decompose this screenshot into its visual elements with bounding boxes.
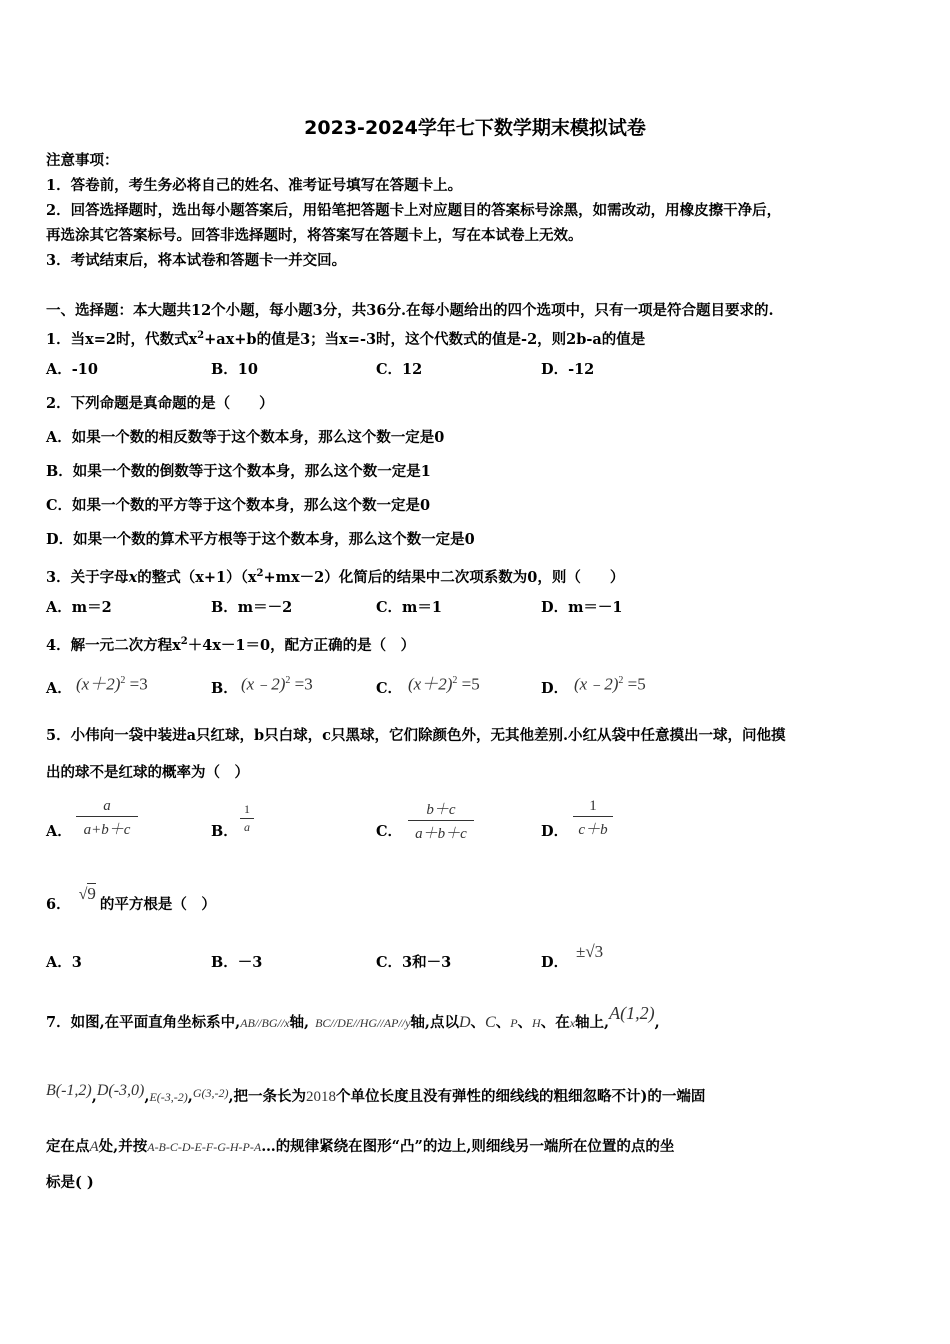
q7-l1-text-0: 7．如图,在平面直角坐标系中, bbox=[46, 1014, 241, 1031]
q1-sup: 2 bbox=[197, 330, 205, 341]
q7-l1-point-h: H bbox=[532, 1016, 541, 1030]
q7-l2-text-7: ,把一条长为 bbox=[228, 1088, 307, 1105]
q6-option-d-expr: ±√3 bbox=[576, 942, 604, 961]
q7-l1-sep-2: 、 bbox=[495, 1014, 511, 1031]
q4-option-b-label: B． bbox=[211, 680, 238, 697]
question-6-stem bbox=[46, 884, 216, 914]
section-heading: 一、选择题：本大题共12个小题，每小题3分，共36分.在每小题给出的四个选项中，只有一项是符合题目要求的. bbox=[46, 302, 774, 319]
notice-item-1: 1．答卷前，考生务必将自己的姓名、准考证号填写在答题卡上。 bbox=[46, 177, 463, 194]
q2-option-c: C．如果一个数的平方等于这个数本身，那么这个数一定是0 bbox=[46, 497, 431, 514]
question-3-stem bbox=[46, 565, 624, 587]
q5-c-denominator: a＋b＋c bbox=[415, 826, 467, 842]
question-5-line1: 5．小伟向一袋中装进a只红球，b只白球，c只黑球，它们除颜色外，无其他差别.小红从袋中任意摸出一球，问他摸 bbox=[46, 727, 786, 744]
q5-d-numerator: 1 bbox=[589, 798, 597, 814]
q5-option-d-label: D． bbox=[541, 823, 569, 840]
q7-l1-point-c: C bbox=[485, 1014, 496, 1031]
q7-l3-point-a: A bbox=[89, 1139, 99, 1155]
q2-option-b: B．如果一个数的倒数等于这个数本身，那么这个数一定是1 bbox=[46, 463, 431, 480]
q3-sup: 2 bbox=[256, 568, 264, 579]
question-5-line2: 出的球不是红球的概率为（ ） bbox=[46, 764, 249, 781]
q5-b-bar bbox=[240, 818, 254, 819]
q7-l2-text-9: 个单位长度且没有弹性的细线线的粗细忽略不计)的一端固 bbox=[336, 1088, 706, 1105]
q4-sup: 2 bbox=[180, 636, 188, 647]
question-2-stem: 2．下列命题是真命题的是（ ） bbox=[46, 395, 274, 412]
q5-c-bar bbox=[408, 820, 474, 821]
page-title: 2023-2024学年七下数学期末模拟试卷 bbox=[304, 117, 646, 139]
q3-option-d: D．m＝－1 bbox=[541, 599, 623, 616]
q1-option-d: D．-12 bbox=[541, 361, 595, 378]
q4-option-d-label: D． bbox=[541, 680, 569, 697]
q7-l1-text-4: 轴,点以 bbox=[410, 1014, 459, 1031]
notice-heading: 注意事项： bbox=[46, 152, 119, 169]
q3-var-x: x bbox=[128, 568, 138, 586]
question-7-line4: 标是( ) bbox=[46, 1174, 94, 1191]
q5-option-c-fraction bbox=[408, 798, 474, 843]
q4-c-power: 2 bbox=[452, 675, 458, 686]
q3-text-a: 3．关于字母 bbox=[46, 568, 129, 586]
q2-option-a: A．如果一个数的相反数等于这个数本身，那么这个数一定是0 bbox=[46, 429, 445, 446]
q5-option-b-fraction bbox=[240, 802, 254, 835]
q7-l1-math-bc: BC//DE//HG//AP//y bbox=[315, 1016, 411, 1030]
q4-b-power: 2 bbox=[285, 675, 291, 686]
q4-option-c-expr bbox=[408, 672, 480, 694]
q4-option-d-expr bbox=[574, 672, 646, 694]
notice-item-2: 2．回答选择题时，选出每小题答案后，用铅笔把答题卡上对应题目的答案标号涂黑，如需改动，用橡皮擦干净后， bbox=[46, 202, 782, 219]
q1-option-a: A．-10 bbox=[46, 361, 98, 378]
q7-l3-text-2: 处,并按 bbox=[98, 1138, 148, 1155]
q4-c-base: (x＋2) bbox=[408, 674, 453, 694]
q4-a-rhs: =3 bbox=[129, 674, 148, 694]
q7-l1-math-ab: AB//BG//x bbox=[240, 1016, 290, 1030]
q7-l3-path: A-B-C-D-E-F-G-H-P-A bbox=[147, 1140, 262, 1154]
q1-option-c: C．12 bbox=[376, 361, 423, 378]
q4-c-rhs: =5 bbox=[461, 674, 480, 694]
q6-option-b: B．－3 bbox=[211, 954, 263, 971]
q7-l3-text-4: …的规律紧绕在图形“凸”的边上,则细线另一端所在位置的点的坐 bbox=[261, 1138, 675, 1155]
q3-option-b: B．m＝－2 bbox=[211, 599, 293, 616]
q7-l2-comma-2: , bbox=[144, 1088, 150, 1105]
q4-d-power: 2 bbox=[618, 675, 624, 686]
question-1-stem bbox=[46, 327, 645, 349]
q5-option-c-label: C． bbox=[376, 823, 403, 840]
q6-option-d-label: D． bbox=[541, 954, 569, 971]
question-7-line1 bbox=[46, 1003, 660, 1032]
question-7-line3 bbox=[46, 1138, 674, 1156]
q5-b-denominator: a bbox=[244, 820, 250, 834]
q4-a-power: 2 bbox=[120, 675, 126, 686]
q5-a-denominator: a+b＋c bbox=[83, 822, 131, 838]
sqrt-radicand: 9 bbox=[87, 884, 96, 903]
q5-option-a-fraction bbox=[76, 798, 138, 839]
q4-b-base: (x﹣2) bbox=[241, 674, 286, 694]
q5-c-numerator: b＋c bbox=[426, 802, 456, 818]
q7-l1-comma: , bbox=[654, 1014, 660, 1031]
q7-l1-axis-x: x bbox=[569, 1016, 576, 1030]
q6-option-c: C．3和－3 bbox=[376, 954, 452, 971]
q7-l1-sep-3: 、 bbox=[517, 1014, 533, 1031]
q4-text-a: 4．解一元二次方程x bbox=[46, 636, 181, 654]
notice-item-2-cont: 再选涂其它答案标号。回答非选择题时，将答案写在答题卡上，写在本试卷上无效。 bbox=[46, 227, 583, 244]
q4-option-a-label: A． bbox=[46, 680, 72, 697]
q7-l2-point-b: B(-1,2) bbox=[46, 1082, 92, 1099]
q7-l1-point-p: P bbox=[510, 1016, 518, 1030]
q6-option-a: A．3 bbox=[46, 954, 82, 971]
q7-l1-text-12: 、在 bbox=[540, 1014, 570, 1031]
q7-l2-comma-1: , bbox=[91, 1088, 97, 1105]
question-7-line2 bbox=[46, 1082, 706, 1106]
q7-l2-point-g: G(3,-2) bbox=[192, 1086, 229, 1100]
q7-l3-text-0: 定在点 bbox=[46, 1138, 90, 1155]
question-4-stem bbox=[46, 633, 415, 655]
q4-option-a-expr bbox=[76, 672, 148, 694]
q7-l1-point-a: A(1,2) bbox=[609, 1003, 655, 1023]
q3-text-b: 的整式（x+1）（x bbox=[137, 568, 257, 586]
q7-l2-point-e: E(-3,-2) bbox=[149, 1090, 188, 1104]
q3-option-a: A．m＝2 bbox=[46, 599, 112, 616]
q1-option-b: B．10 bbox=[211, 361, 258, 378]
q4-d-base: (x﹣2) bbox=[574, 674, 619, 694]
q4-a-base: (x＋2) bbox=[76, 674, 121, 694]
q7-l1-text-2: 轴, bbox=[289, 1014, 310, 1031]
q3-text-c: +mx－2）化简后的结果中二次项系数为0，则（ ） bbox=[263, 568, 625, 586]
sqrt-expression bbox=[79, 884, 96, 903]
q5-d-bar bbox=[573, 816, 613, 817]
q4-option-b-expr bbox=[241, 672, 313, 694]
q5-a-numerator: a bbox=[103, 798, 111, 814]
q4-text-b: ＋4x－1＝0，配方正确的是（ ） bbox=[187, 636, 416, 654]
q3-option-c: C．m＝1 bbox=[376, 599, 442, 616]
q5-option-a-label: A． bbox=[46, 823, 72, 840]
q7-l2-length: 2018 bbox=[306, 1089, 337, 1105]
q5-option-b-label: B． bbox=[211, 823, 238, 840]
q5-option-d-fraction bbox=[573, 798, 613, 839]
q4-d-rhs: =5 bbox=[627, 674, 646, 694]
q1-text-b: +ax+b的值是3；当x=-3时，这个代数式的值是-2，则2b-a的值是 bbox=[204, 330, 646, 348]
q4-b-rhs: =3 bbox=[294, 674, 313, 694]
q1-text-a: 1．当x=2时，代数式x bbox=[46, 330, 198, 348]
q7-l1-point-d: D bbox=[458, 1014, 471, 1031]
q6-stem-text: 的平方根是（ ） bbox=[99, 896, 216, 913]
q5-a-bar bbox=[76, 816, 138, 817]
q7-l1-sep-1: 、 bbox=[470, 1014, 486, 1031]
q2-option-d: D．如果一个数的算术平方根等于这个数本身，那么这个数一定是0 bbox=[46, 531, 475, 548]
q7-l1-text-14: 轴上, bbox=[575, 1014, 610, 1031]
q6-number: 6． bbox=[46, 896, 71, 913]
q7-l2-comma-3: , bbox=[187, 1088, 193, 1105]
q5-d-denominator: c＋b bbox=[578, 822, 608, 838]
q7-l2-point-d: D(-3,0) bbox=[96, 1082, 145, 1099]
notice-item-3: 3．考试结束后，将本试卷和答题卡一并交回。 bbox=[46, 252, 347, 269]
q4-option-c-label: C． bbox=[376, 680, 403, 697]
q5-b-numerator: 1 bbox=[244, 802, 250, 816]
sqrt-sign-icon: √ bbox=[78, 886, 88, 903]
